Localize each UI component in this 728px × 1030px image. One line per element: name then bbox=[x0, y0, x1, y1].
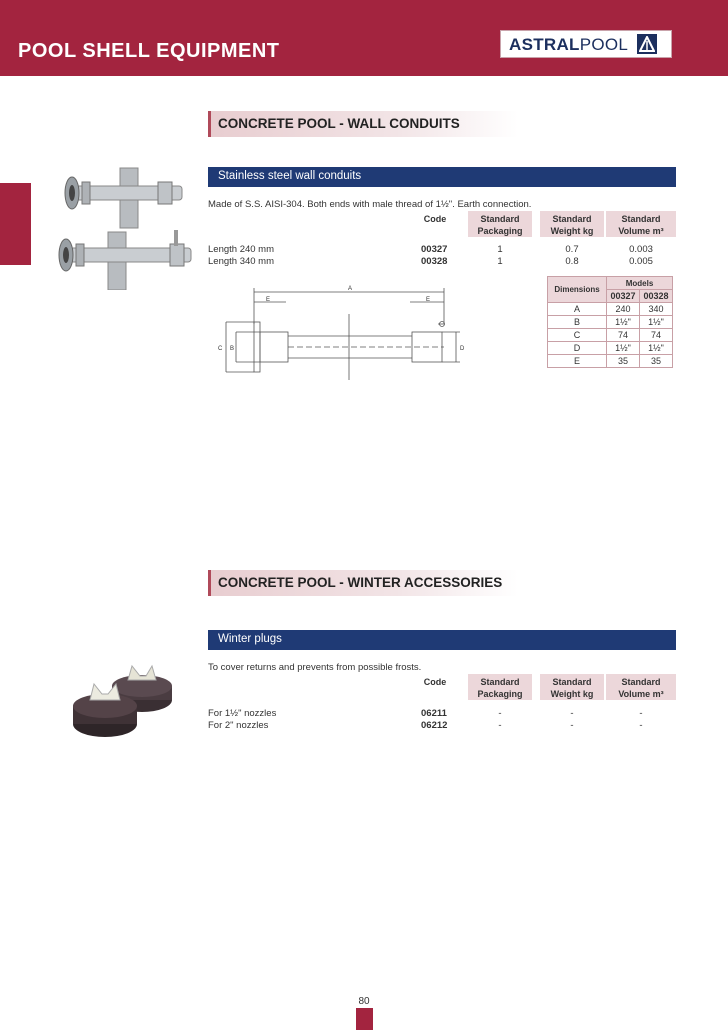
col-header-volume-line1: Standard bbox=[621, 214, 661, 224]
drawing-label-d: D bbox=[460, 346, 465, 352]
table-row-label: Length 340 mm bbox=[208, 256, 275, 267]
description: Made of S.S. AISI-304. Both ends with male thread of 1½". Earth connection. bbox=[208, 199, 532, 210]
dim-value: 74 bbox=[640, 329, 673, 342]
col-header-packaging-line1: Standard bbox=[480, 677, 520, 687]
dim-label: D bbox=[548, 342, 607, 355]
table-row-packaging: 1 bbox=[497, 244, 503, 255]
subsection-title: Stainless steel wall conduits bbox=[218, 170, 362, 182]
dim-value: 1½" bbox=[607, 316, 640, 329]
drawing-label-a: A bbox=[348, 286, 353, 292]
table-row-packaging: - bbox=[498, 720, 502, 731]
col-header-weight bbox=[540, 213, 604, 237]
dim-label: E bbox=[548, 355, 607, 368]
model-header: 00328 bbox=[640, 290, 673, 303]
table-row-code: 06211 bbox=[421, 708, 447, 719]
table-row bbox=[548, 355, 673, 368]
section-title-text: CONCRETE POOL - WINTER ACCESSORIES bbox=[218, 575, 503, 590]
col-header-volume-line1: Standard bbox=[621, 677, 661, 687]
table-row-volume: - bbox=[639, 708, 643, 719]
dim-value: 1½" bbox=[640, 316, 673, 329]
table-row bbox=[548, 342, 673, 355]
description: To cover returns and prevents from possible frosts. bbox=[208, 662, 422, 673]
table-row-weight: 0.7 bbox=[565, 244, 579, 255]
col-header-code: Code bbox=[423, 677, 447, 687]
col-header-code: Code bbox=[423, 214, 447, 224]
table-row-weight: - bbox=[570, 720, 574, 731]
section-title-text: CONCRETE POOL - WALL CONDUITS bbox=[218, 116, 460, 131]
col-header-packaging-line2: Packaging bbox=[477, 689, 523, 699]
col-header-weight-line2: Weight kg bbox=[550, 689, 594, 699]
dim-label: A bbox=[548, 303, 607, 316]
table-row bbox=[548, 303, 673, 316]
drawing-label-c: C bbox=[218, 346, 223, 352]
logo-text-light: POOL bbox=[579, 35, 629, 54]
table-row bbox=[548, 329, 673, 342]
table-row-packaging: 1 bbox=[497, 256, 503, 267]
dim-header: Dimensions bbox=[548, 277, 607, 303]
wall-conduits-photo bbox=[58, 160, 198, 295]
col-header-volume bbox=[606, 213, 676, 237]
dim-label: B bbox=[548, 316, 607, 329]
astralpool-logo bbox=[500, 30, 672, 58]
model-header: 00327 bbox=[607, 290, 640, 303]
section-title-wall-conduits bbox=[208, 111, 518, 137]
subsection-title: Winter plugs bbox=[218, 633, 282, 645]
dim-value: 1½" bbox=[607, 342, 640, 355]
logo-text-bold: ASTRAL bbox=[509, 35, 580, 54]
col-header-weight-line2: Weight kg bbox=[550, 226, 594, 236]
drawing-label-e-left: E bbox=[266, 297, 271, 303]
page-number: 80 bbox=[358, 996, 370, 1007]
table-row-code: 00327 bbox=[421, 244, 448, 255]
dim-value: 74 bbox=[607, 329, 640, 342]
dimensions-table bbox=[547, 276, 673, 368]
dim-value: 340 bbox=[640, 303, 673, 316]
col-header-packaging bbox=[468, 213, 532, 237]
page-header bbox=[0, 0, 728, 76]
dim-value: 35 bbox=[640, 355, 673, 368]
dim-label: C bbox=[548, 329, 607, 342]
table-row-code: 00328 bbox=[421, 256, 448, 267]
dim-value: 35 bbox=[607, 355, 640, 368]
conduit-technical-drawing bbox=[212, 284, 472, 389]
col-header-packaging-line1: Standard bbox=[480, 214, 520, 224]
subsection-bar-stainless bbox=[208, 167, 676, 187]
col-header-weight-line1: Standard bbox=[552, 677, 592, 687]
table-row-packaging: - bbox=[498, 708, 502, 719]
table-row-label: For 1½" nozzles bbox=[208, 708, 277, 719]
logo-text bbox=[509, 35, 628, 55]
winter-plugs-photo bbox=[60, 660, 190, 750]
subsection-bar-winter-plugs bbox=[208, 630, 676, 650]
page-title: POOL SHELL EQUIPMENT bbox=[18, 40, 280, 62]
table-row-weight: - bbox=[570, 708, 574, 719]
table-row-label: Length 240 mm bbox=[208, 244, 275, 255]
col-header-volume-line2: Volume m³ bbox=[618, 689, 664, 699]
drawing-label-e-right: E bbox=[426, 297, 431, 303]
table-row-volume: - bbox=[639, 720, 643, 731]
table-row-code: 06212 bbox=[421, 720, 448, 731]
table-row-label: For 2" nozzles bbox=[208, 720, 269, 731]
col-header-packaging bbox=[468, 676, 532, 700]
drawing-label-b: B bbox=[230, 346, 235, 352]
col-header-packaging-line2: Packaging bbox=[477, 226, 523, 236]
page-tab bbox=[356, 1008, 373, 1030]
col-header-volume-line2: Volume m³ bbox=[618, 226, 664, 236]
col-header-weight bbox=[540, 676, 604, 700]
models-header: Models bbox=[607, 277, 673, 290]
table-row-volume: 0.003 bbox=[629, 244, 653, 255]
section-title-winter-accessories bbox=[208, 570, 518, 596]
dim-value: 240 bbox=[607, 303, 640, 316]
col-header-weight-line1: Standard bbox=[552, 214, 592, 224]
table-row-weight: 0.8 bbox=[565, 256, 579, 267]
dim-value: 1½" bbox=[640, 342, 673, 355]
col-header-volume bbox=[606, 676, 676, 700]
side-tab bbox=[0, 183, 31, 265]
logo-triangle-icon bbox=[637, 34, 657, 54]
table-row-volume: 0.005 bbox=[629, 256, 653, 267]
table-row bbox=[548, 316, 673, 329]
